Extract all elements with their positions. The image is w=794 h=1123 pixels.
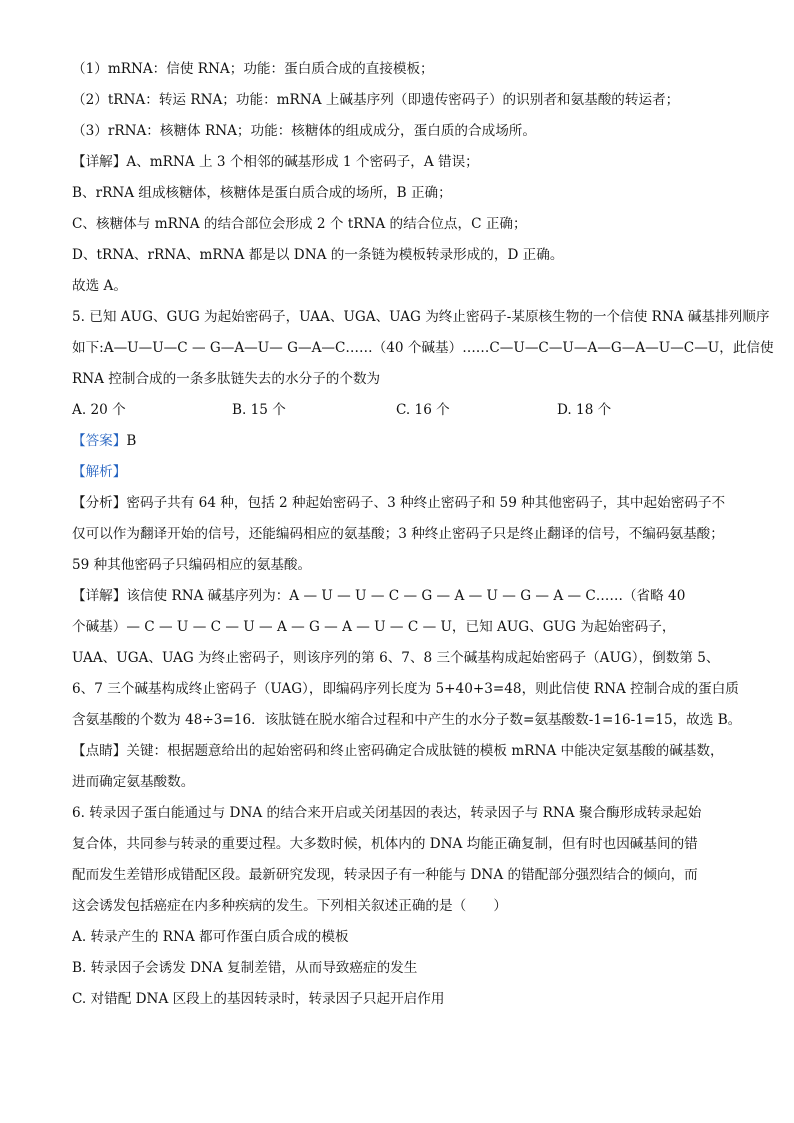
q5-options xyxy=(72,403,732,418)
analysis-tag: 【解析】 xyxy=(72,464,127,480)
detail4-text-1: A、mRNA 上 3 个相邻的碱基形成 1 个密码子，A 错误； xyxy=(126,154,479,170)
q5-detail-line-4: 6、7 三个碱基构成终止密码子（UAG），即编码序列长度为 5+40+3=48，则此信使 RNA 控制合成的蛋白质 xyxy=(72,681,739,697)
intro-line-1: （1）mRNA：信使 RNA；功能：蛋白质合成的直接模板； xyxy=(72,61,434,77)
q6-stem-3: 配而发生差错形成错配区段。最新研究发现，转录因子有一种能与 DNA 的错配部分强烈结合的倾向，而 xyxy=(72,867,698,883)
fenxi-text-1: 密码子共有 64 种，包括 2 种起始密码子、3 种终止密码子和 59 种其他密码子，其中起始密码子不 xyxy=(126,495,726,511)
fenxi-line-3: 59 种其他密码子只编码相应的氨基酸。 xyxy=(72,557,312,573)
q5-detail-line-5: 含氨基酸的个数为 48÷3=16．该肽链在脱水缩合过程和中产生的水分子数=氨基酸数-1=16-1=15，故选 B。 xyxy=(72,712,742,728)
q6-stem-2: 复合体，共同参与转录的重要过程。大多数时候，机体内的 DNA 均能正确复制，但有时也因碱基间的错 xyxy=(72,836,698,852)
dianjing-line-1 xyxy=(72,744,732,759)
q5-detail-text-1: 该信使 RNA 碱基序列为：A — U — U — C — G — A — U — G — A — C……（省略 40 xyxy=(126,588,686,604)
q5-detail-tag: 【详解】 xyxy=(72,588,127,604)
dianjing-tag: 【点睛】 xyxy=(72,743,127,759)
fenxi-tag: 【分析】 xyxy=(72,495,127,511)
document-page xyxy=(72,61,774,1007)
q5-stem-3: RNA 控制合成的一条多肽链失去的水分子的个数为 xyxy=(72,371,381,387)
q5-option-c[interactable]: C. 16 个 xyxy=(396,402,450,418)
dianjing-line-2: 进而确定氨基酸数。 xyxy=(72,774,195,790)
answer-value: B xyxy=(126,433,137,449)
q6-option-b[interactable]: B. 转录因子会诱发 DNA 复制差错，从而导致癌症的发生 xyxy=(72,960,418,976)
q6-stem-1: 6. 转录因子蛋白能通过与 DNA 的结合来开启或关闭基因的表达，转录因子与 RNA 聚合酶形成转录起始 xyxy=(72,805,702,821)
q5-option-a[interactable]: A. 20 个 xyxy=(72,402,126,418)
q5-detail-line-2: 个碱基）— C — U — C — U — A — G — A — U — C — U，已知 AUG、GUG 为起始密码子， xyxy=(72,619,676,635)
dianjing-text-1: 关键：根据题意给出的起始密码和终止密码确定合成肽链的模板 mRNA 中能决定氨基酸的碱基数， xyxy=(126,743,724,759)
q5-option-d[interactable]: D. 18 个 xyxy=(557,402,612,418)
detail4-line-3: C、核糖体与 mRNA 的结合部位会形成 2 个 tRNA 的结合位点，C 正确； xyxy=(72,216,527,232)
detail4-conclusion: 故选 A。 xyxy=(72,278,127,294)
fenxi-line-1 xyxy=(72,496,732,511)
detail4-line-1 xyxy=(72,155,732,170)
answer-tag: 【答案】 xyxy=(72,433,127,449)
detail4-line-2: B、rRNA 组成核糖体，核糖体是蛋白质合成的场所，B 正确； xyxy=(72,185,452,201)
q5-detail-line-3: UAA、UGA、UAG 为终止密码子，则该序列的第 6、7、8 三个碱基构成起始密码子（AUG），倒数第 5、 xyxy=(72,650,720,666)
q6-option-a[interactable]: A. 转录产生的 RNA 都可作蛋白质合成的模板 xyxy=(72,929,349,945)
q5-stem-2: 如下:A—U—U—C — G—A—U— G—A—C……（40 个碱基）……C—U—C—U—A—G—A—U—C—U，此信使 xyxy=(72,340,774,356)
intro-line-3: （3）rRNA：核糖体 RNA；功能：核糖体的组成成分，蛋白质的合成场所。 xyxy=(72,123,536,139)
q6-option-c[interactable]: C. 对错配 DNA 区段上的基因转录时，转录因子只起开启作用 xyxy=(72,991,445,1007)
q6-stem-4: 这会诱发包括癌症在内多种疾病的发生。下列相关叙述正确的是（ ） xyxy=(72,898,507,914)
fenxi-line-2: 仅可以作为翻译开始的信号，还能编码相应的氨基酸；3 种终止密码子只是终止翻译的信号，不编码氨基酸； xyxy=(72,526,724,542)
detail4-line-4: D、tRNA、rRNA、mRNA 都是以 DNA 的一条链为模板转录形成的，D 正确。 xyxy=(72,247,564,263)
q5-detail-line-1 xyxy=(72,589,732,604)
q5-answer xyxy=(72,434,732,449)
detail-tag: 【详解】 xyxy=(72,154,127,170)
q5-option-b[interactable]: B. 15 个 xyxy=(232,402,286,418)
intro-line-2: （2）tRNA：转运 RNA；功能：mRNA 上碱基序列（即遗传密码子）的识别者和氨基酸的转运者； xyxy=(72,92,680,108)
q5-stem-1: 5. 已知 AUG、GUG 为起始密码子，UAA、UGA、UAG 为终止密码子-某原核生物的一个信使 RNA 碱基排列顺序 xyxy=(72,309,770,325)
